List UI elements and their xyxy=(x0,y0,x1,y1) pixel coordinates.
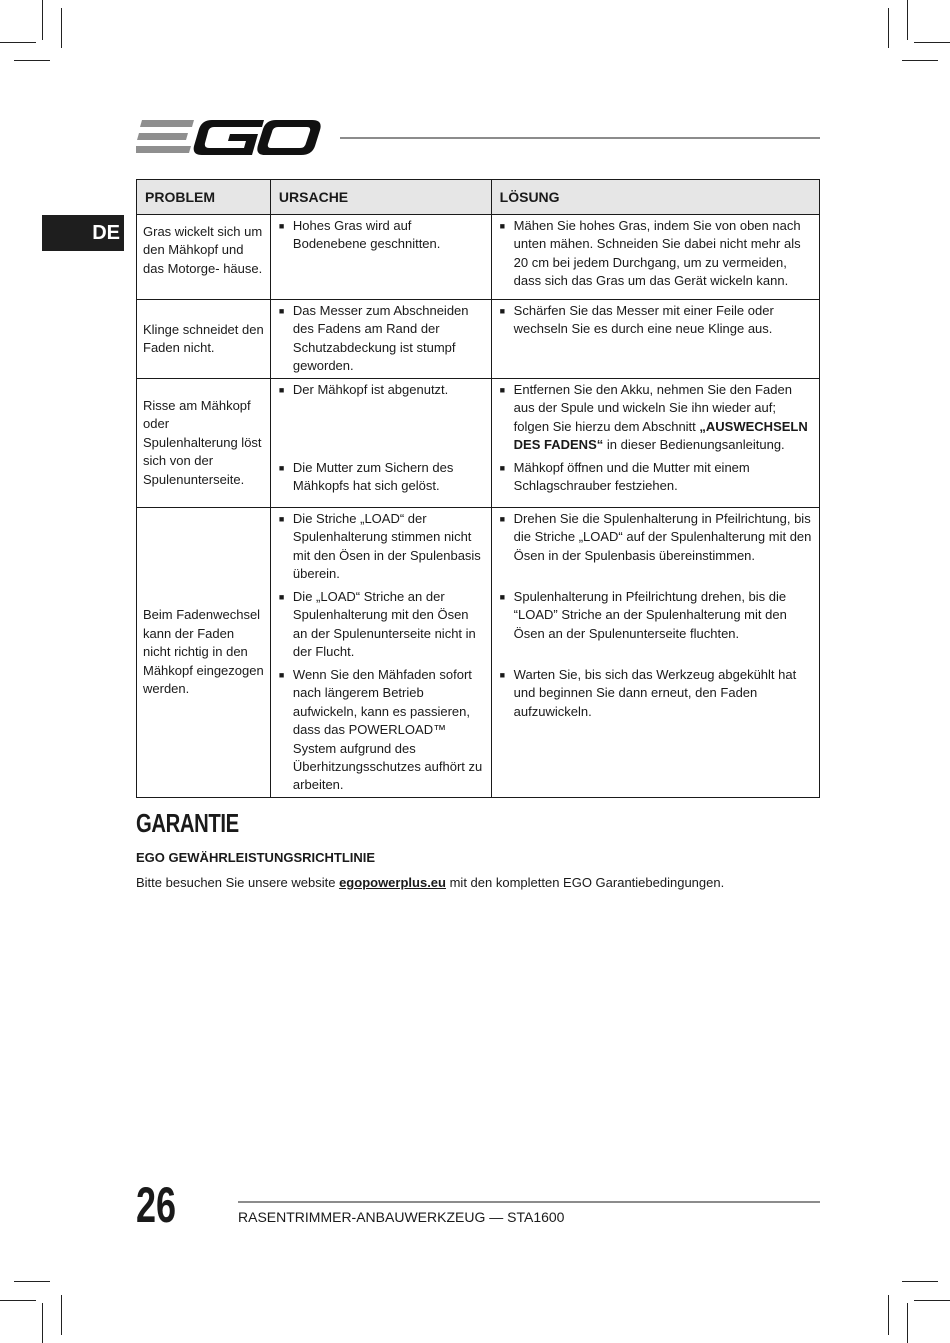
bullet-icon: ■ xyxy=(499,306,506,316)
bullet-icon: ■ xyxy=(499,221,506,231)
ego-logo xyxy=(136,116,322,158)
list-item: ■ Der Mähkopf ist abgenutzt. xyxy=(277,381,485,459)
bullet-icon: ■ xyxy=(499,463,506,473)
solution-cell xyxy=(491,379,819,508)
table-row xyxy=(137,215,820,300)
list-item: ■ Mähkopf öffnen und die Mutter mit einem Schlagschrauber festziehen. xyxy=(498,459,813,496)
problem-cell: Klinge schneidet den Faden nicht. xyxy=(137,300,271,379)
list-item: ■ Spulenhalterung in Pfeilrichtung drehen, bis die “LOAD” Striche an der Spulenhalterung mit den Ösen an der Spulenunterseite fluchten. xyxy=(498,588,813,666)
list-item: ■ Die Striche „LOAD“ der Spulenhalterung stimmen nicht mit den Ösen in der Spulenbasis überein. xyxy=(277,510,485,588)
bullet-icon: ■ xyxy=(278,221,285,231)
crop-mark xyxy=(902,1281,938,1282)
bullet-icon: ■ xyxy=(278,592,285,602)
garantie-paragraph: Bitte besuchen Sie unsere website egopowerplus.eu mit den kompletten EGO Garantiebedingungen. xyxy=(136,875,725,890)
list-item: ■ Die „LOAD“ Striche an der Spulenhalterung mit den Ösen an der Spulenunterseite nicht in der Flucht. xyxy=(277,588,485,666)
bullet-icon: ■ xyxy=(278,463,285,473)
crop-mark xyxy=(888,1295,889,1335)
table-row xyxy=(137,300,820,379)
cause-cell xyxy=(270,215,491,300)
section-title-garantie: GARANTIE xyxy=(136,808,239,838)
list-item: ■ Das Messer zum Abschneiden des Fadens am Rand der Schutzabdeckung ist stumpf geworden. xyxy=(277,302,485,376)
crop-mark xyxy=(907,1303,908,1343)
crop-mark xyxy=(914,1300,950,1301)
list-item: ■ Drehen Sie die Spulenhalterung in Pfeilrichtung, bis die Striche „LOAD“ auf der Spulenhalterung mit den Ösen in der Spulenbasis übereinstimmen. xyxy=(498,510,813,588)
footer-rule xyxy=(238,1201,820,1203)
solution-cell xyxy=(491,300,819,379)
list-item: ■ Hohes Gras wird auf Bodenebene geschnitten. xyxy=(277,217,485,254)
table-row xyxy=(137,379,820,508)
list-item: ■ Die Mutter zum Sichern des Mähkopfs hat sich gelöst. xyxy=(277,459,485,496)
bullet-icon: ■ xyxy=(499,385,506,395)
language-tab: DE xyxy=(42,215,124,251)
solution-cell xyxy=(491,215,819,300)
crop-mark xyxy=(902,60,938,61)
crop-mark xyxy=(888,8,889,48)
header-problem: PROBLEM xyxy=(137,180,271,215)
crop-mark xyxy=(61,1295,62,1335)
bullet-icon: ■ xyxy=(278,514,285,524)
bullet-icon: ■ xyxy=(499,592,506,602)
list-item: ■ Entfernen Sie den Akku, nehmen Sie den Faden aus der Spule und wickeln Sie ihn wieder auf; folgen Sie hierzu dem Abschnitt „AUSWECHSELN DES FADENS“ in dieser Bedienungsanleitung. xyxy=(498,381,813,459)
cause-cell xyxy=(270,379,491,508)
crop-mark xyxy=(914,42,950,43)
list-item: ■ Schärfen Sie das Messer mit einer Feile oder wechseln Sie es durch eine neue Klinge aus. xyxy=(498,302,813,339)
cause-cell xyxy=(270,300,491,379)
crop-mark xyxy=(0,42,36,43)
list-item: ■ Warten Sie, bis sich das Werkzeug abgekühlt hat und beginnen Sie dann erneut, den Faden aufzuwickeln. xyxy=(498,666,813,721)
crop-mark xyxy=(42,0,43,40)
page-number: 26 xyxy=(136,1177,177,1233)
website-link[interactable]: egopowerplus.eu xyxy=(339,875,446,890)
bullet-icon: ■ xyxy=(278,670,285,680)
bullet-icon: ■ xyxy=(278,385,285,395)
header-loesung: LÖSUNG xyxy=(491,180,819,215)
crop-mark xyxy=(14,60,50,61)
section-reference: „AUSWECHSELN DES FADENS“ xyxy=(513,418,808,453)
problem-cell: Risse am Mähkopf oder Spulenhalterung löst sich von der Spulenunterseite. xyxy=(137,379,271,508)
solution-cell xyxy=(491,508,819,798)
table-row xyxy=(137,508,820,798)
bullet-icon: ■ xyxy=(499,514,506,524)
table-header-row xyxy=(137,180,820,215)
crop-mark xyxy=(42,1303,43,1343)
crop-mark xyxy=(14,1281,50,1282)
troubleshooting-table xyxy=(136,179,820,798)
footer-title: RASENTRIMMER-ANBAUWERKZEUG — STA1600 xyxy=(238,1209,565,1225)
header-rule xyxy=(340,137,820,139)
crop-mark xyxy=(907,0,908,40)
cause-cell xyxy=(270,508,491,798)
crop-mark xyxy=(0,1300,36,1301)
header-ursache: URSACHE xyxy=(270,180,491,215)
section-subtitle: EGO GEWÄHRLEISTUNGSRICHTLINIE xyxy=(136,850,376,865)
bullet-icon: ■ xyxy=(278,306,285,316)
problem-cell: Beim Fadenwechsel kann der Faden nicht richtig in den Mähkopf eingezogen werden. xyxy=(137,508,271,798)
problem-cell: Gras wickelt sich um den Mähkopf und das Motorge- häuse. xyxy=(137,215,271,300)
bullet-icon: ■ xyxy=(499,670,506,680)
list-item: ■ Mähen Sie hohes Gras, indem Sie von oben nach unten mähen. Schneiden Sie dabei nicht mehr als 20 cm bei jedem Durchgang, um zu vermeiden, dass sich das Gras um das Gerät wickeln kann. xyxy=(498,217,813,291)
list-item: ■ Wenn Sie den Mähfaden sofort nach längerem Betrieb aufwickeln, kann es passieren, dass das POWERLOAD™ System aufgrund des Überhitzungsschutzes aufhört zu arbeiten. xyxy=(277,666,485,795)
crop-mark xyxy=(61,8,62,48)
